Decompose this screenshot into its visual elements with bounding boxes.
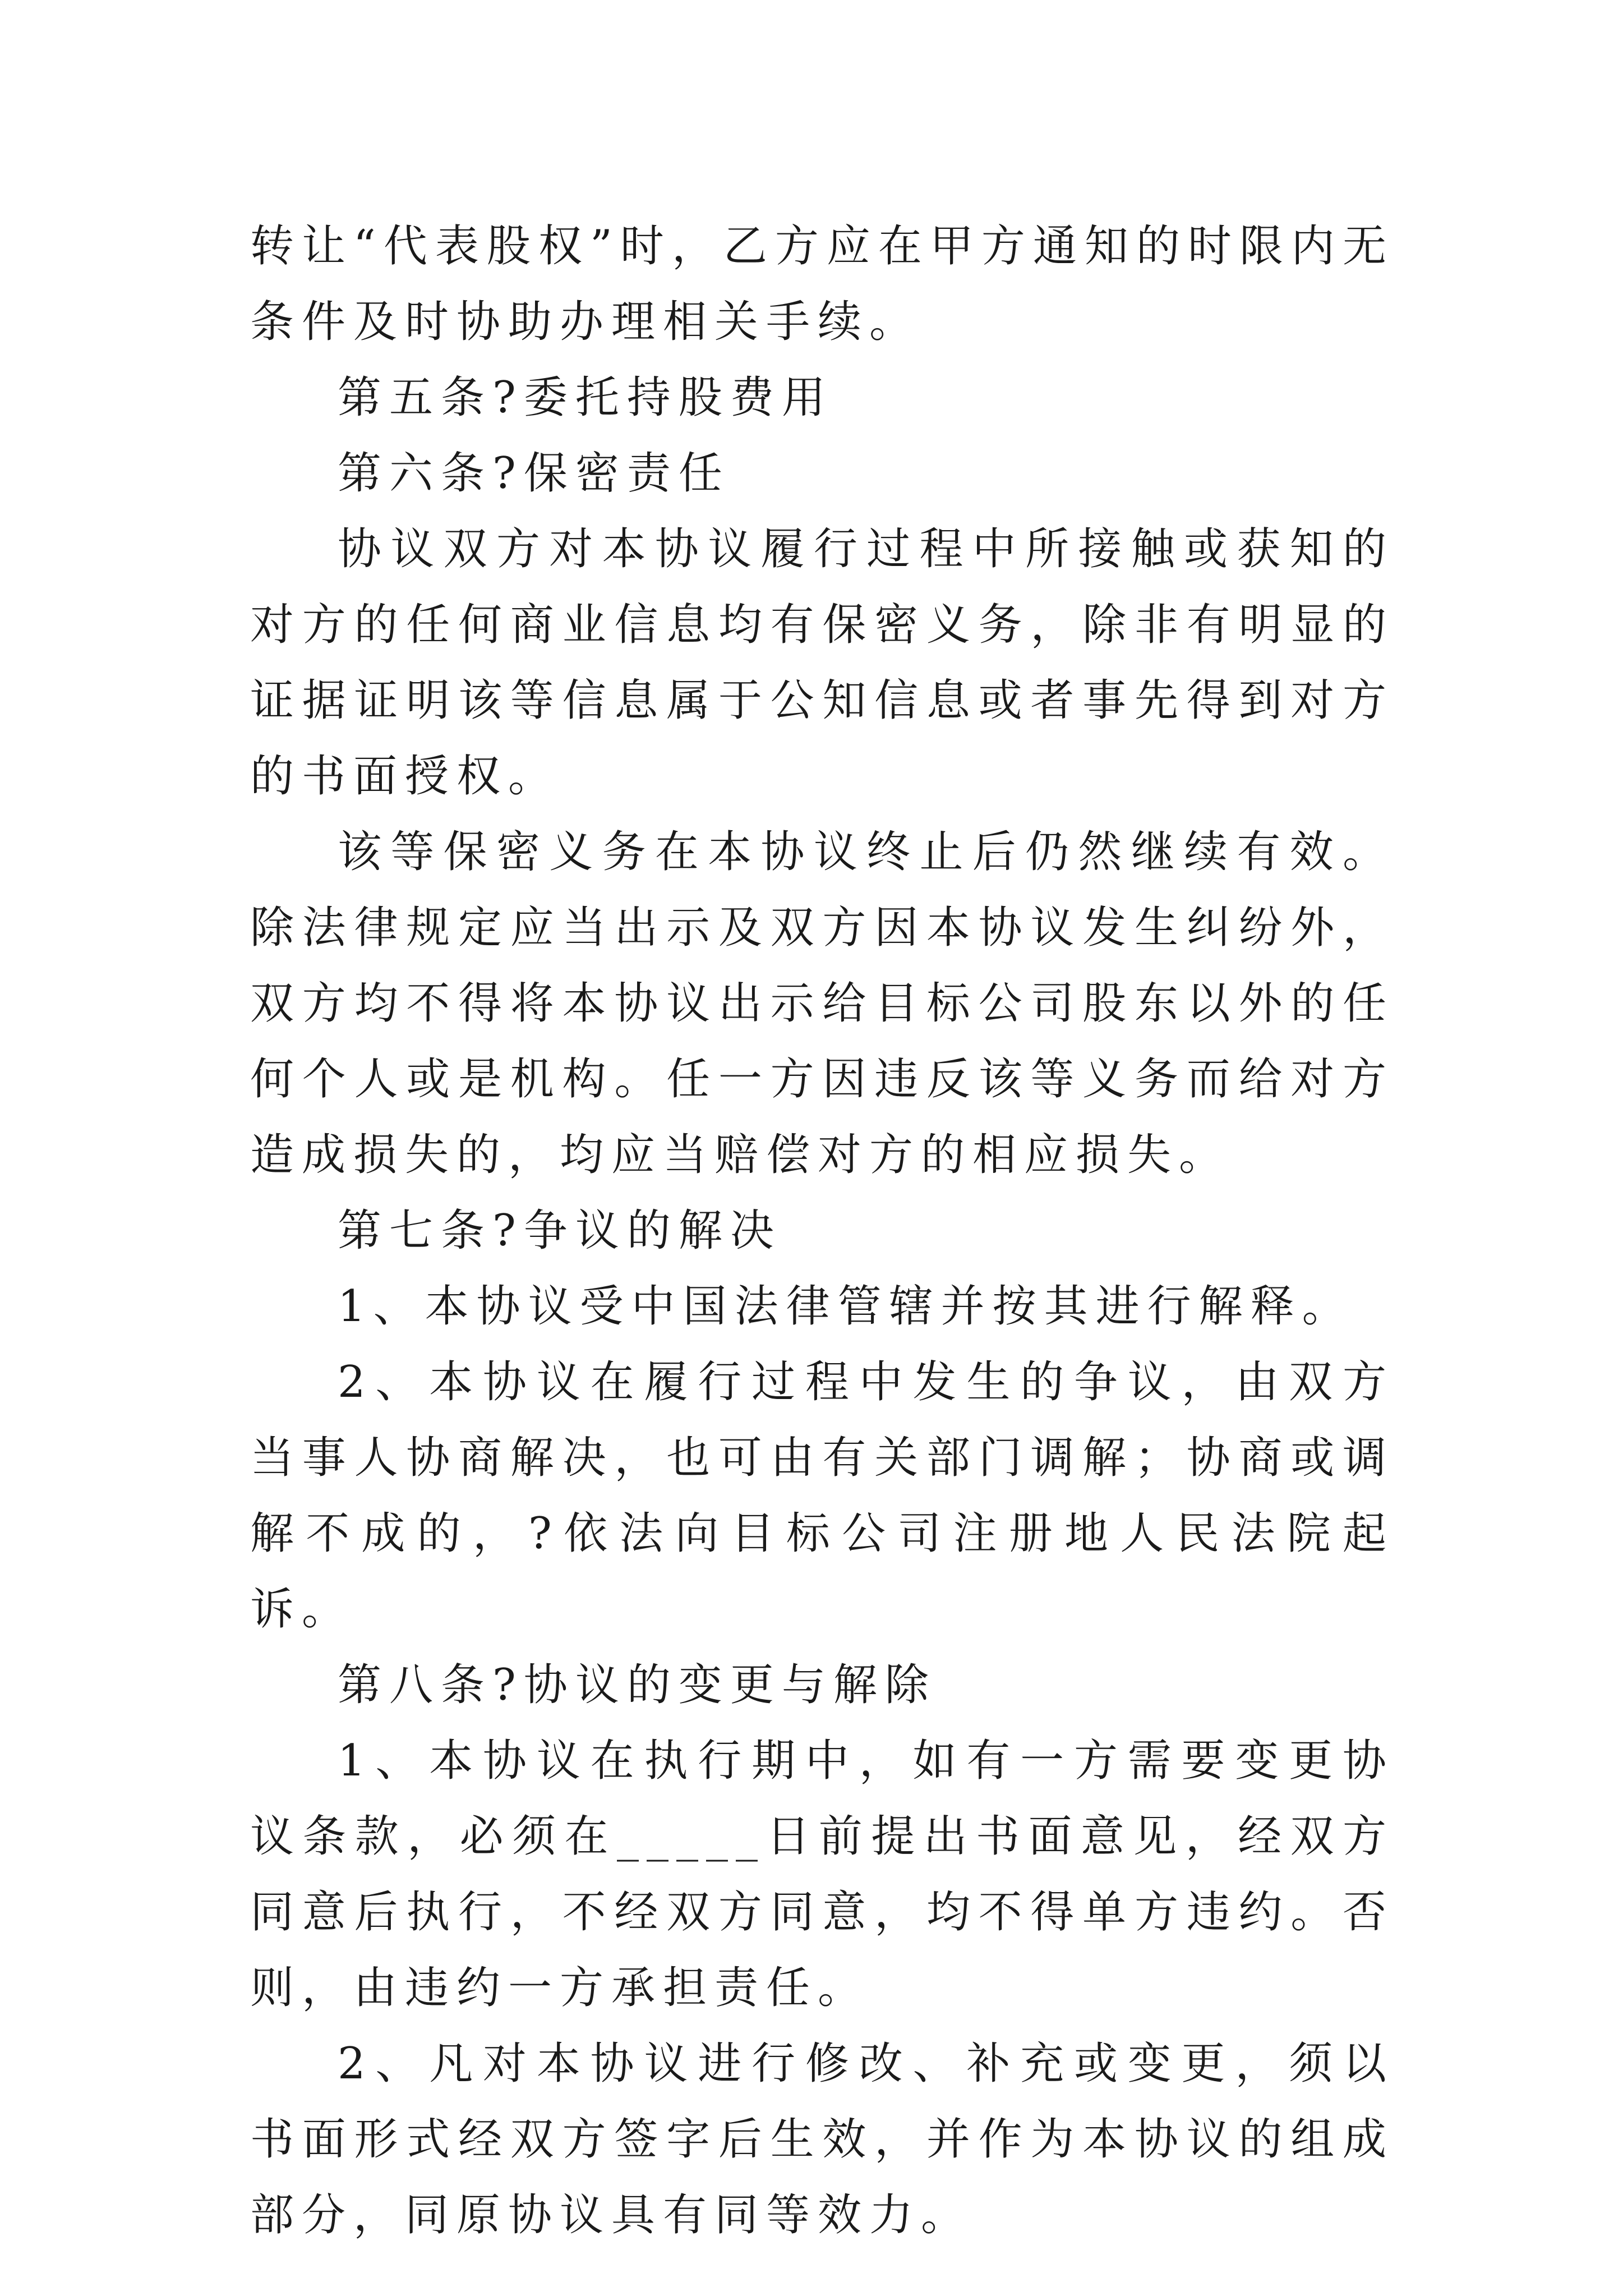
clause-item: 2、本协议在履行过程中发生的争议，由双方当事人协商解决，也可由有关部门调解；协商或调解不成的，?依法向目标公司注册地人民法院起诉。 [250,1357,1394,1635]
body-paragraph: 该等保密义务在本协议终止后仍然继续有效。除法律规定应当出示及双方因本协议发生纠纷外，双方均不得将本协议出示给目标公司股东以外的任何个人或是机构。任一方因违反该等义务而给对方造成损失的，均应当赔偿对方的相应损失。 [250,827,1394,1180]
document-body [250,209,1394,2253]
body-paragraph: 协议双方对本协议履行过程中所接触或获知的对方的任何商业信息均有保密义务，除非有明显的证据证明该等信息属于公知信息或者事先得到对方的书面授权。 [250,524,1394,802]
article-heading-5: 第五条?委托持股费用 [338,372,833,423]
article-heading-6: 第六条?保密责任 [338,448,730,499]
article-heading-8: 第八条?协议的变更与解除 [338,1660,937,1710]
clause-item: 1、本协议受中国法律管辖并按其进行解释。 [338,1281,1354,1332]
article-heading-7: 第七条?争议的解决 [338,1205,782,1256]
body-paragraph-continued: 转让“代表股权”时，乙方应在甲方通知的时限内无条件及时协助办理相关手续。 [250,221,1394,347]
clause-item: 2、凡对本协议进行修改、补充或变更，须以书面形式经双方签字后生效，并作为本协议的组成部分，同原协议具有同等效力。 [250,2039,1394,2240]
clause-item: 1、本协议在执行期中，如有一方需要变更协议条款，必须在_____日前提出书面意见，经双方同意后执行，不经双方同意，均不得单方违约。否则，由违约一方承担责任。 [250,1736,1394,2013]
